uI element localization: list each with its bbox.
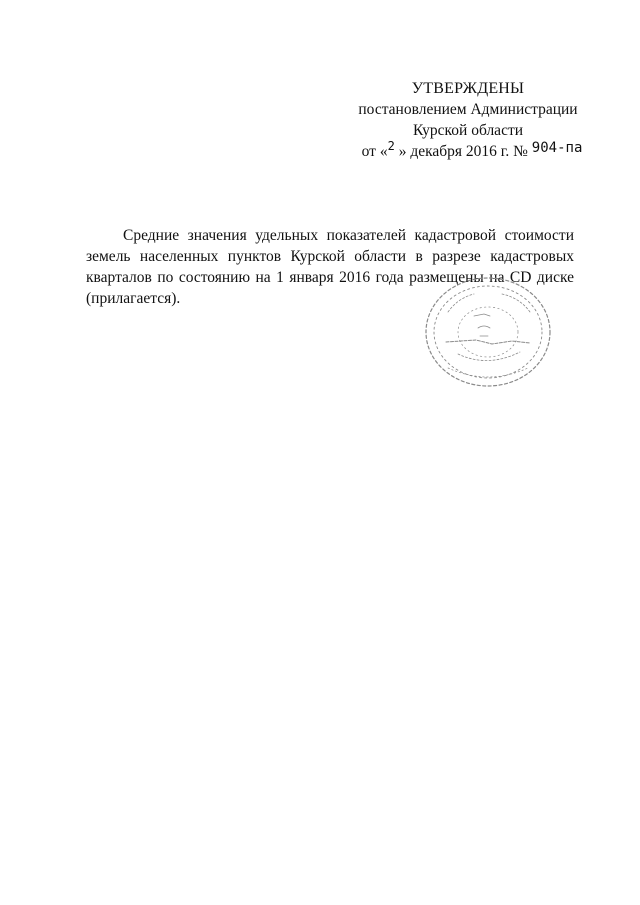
approval-line-2: Курской области (412, 122, 524, 139)
approval-block (348, 78, 588, 163)
approval-title: УТВЕРЖДЕНЫ (411, 80, 525, 97)
approval-line-1: постановлением Администрации (358, 101, 578, 118)
approval-date-line (352, 141, 592, 163)
date-suffix: » декабря 2016 г. № (394, 143, 532, 160)
body-paragraph: Средние значения удельных показателей кадастровой стоимости земель населенных пунктов Курской области в разрезе кадастровых кварталов по состоянию на 1 января 2016 года размещены на CD диске (прилагается). (86, 226, 574, 307)
document-number-handwritten: 904-па (531, 140, 583, 156)
official-stamp-seal (418, 272, 558, 392)
date-day-handwritten: 2 (387, 139, 395, 153)
date-prefix: от « (361, 143, 388, 160)
